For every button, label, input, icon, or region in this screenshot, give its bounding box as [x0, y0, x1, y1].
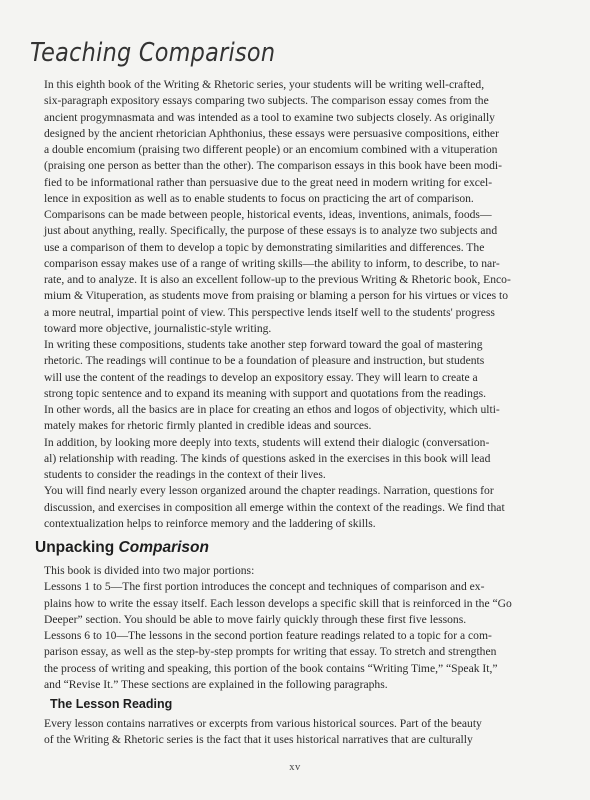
text-line: designed by the ancient rhetorician Aphthonius, these essays were persuasive compositions, either	[44, 126, 499, 140]
page-title: Teaching Comparison	[30, 38, 276, 68]
text-line: In addition, by looking more deeply into texts, students will extend their dialogic (conversation-	[44, 435, 490, 449]
text-line: Comparisons can be made between people, historical events, ideas, inventions, animals, foods—	[44, 208, 492, 221]
text-line: just about anything, really. Specifically, the purpose of these essays is to analyze two subjects and	[44, 224, 498, 238]
text-line: plains how to write the essay itself. Each lesson develops a specific skill that is reinforced in the “Go	[44, 596, 512, 610]
text-line: You will find nearly every lesson organized around the chapter readings. Narration, questions for	[44, 484, 494, 498]
section-heading-plain: Unpacking	[35, 539, 119, 556]
text-line: will use the content of the readings to develop an expository essay. They will learn to create a	[44, 370, 478, 384]
text-line: Lessons 1 to 5—The first portion introduces the concept and techniques of comparison and ex-	[44, 580, 485, 594]
text-line: and “Revise It.” These sections are explained in the following paragraphs.	[44, 677, 388, 691]
intro-text	[36, 77, 556, 532]
text-line: rate, and to analyze. It is also an excellent follow-up to the previous Writing & Rhetoric book, Enco-	[44, 273, 511, 286]
text-line: ancient progymnasmata and was intended as a tool to examine two subjects closely. As originally	[44, 110, 495, 124]
unpacking-text	[36, 563, 556, 693]
text-line: a double encomium (praising two different people) or an encomium combined with a vituperation	[44, 143, 498, 156]
text-line: toward more objective, journalistic-style writing.	[44, 321, 272, 335]
text-line: six-paragraph expository essays comparing two subjects. The comparison essay comes from the	[44, 94, 489, 108]
text-line: parison essay, as well as the step-by-step prompts for writing that essay. To stretch and strengthen	[44, 645, 497, 659]
section-heading	[35, 539, 209, 557]
reading-text	[36, 716, 556, 749]
paragraph	[36, 716, 556, 749]
text-line: In other words, all the basics are in place for creating an ethos and logos of objectivity, which ulti-	[44, 403, 500, 416]
text-line: In writing these compositions, students take another step forward toward the goal of mastering	[44, 338, 483, 351]
text-line: comparison essay makes use of a range of writing skills—the ability to inform, to describe, to nar-	[44, 256, 500, 270]
text-line: In this eighth book of the Writing & Rhetoric series, your students will be writing well-crafted,	[44, 78, 485, 91]
paragraph	[36, 579, 556, 628]
text-line: the process of writing and speaking, this portion of the book contains “Writing Time,” “Speak It,”	[44, 661, 498, 675]
text-line: fied to be informational rather than persuasive due to the great need in modern writing for excel-	[44, 175, 493, 189]
text-line: (praising one person as better than the other). The comparison essays in this book have been modi-	[44, 159, 502, 173]
page-number: xv	[289, 762, 301, 773]
text-line: Deeper” section. You should be able to move fairly quickly through these first five lessons.	[44, 612, 467, 626]
paragraph	[36, 483, 556, 532]
text-line: discussion, and exercises in composition all emerge within the context of the readings. We find that	[44, 500, 505, 514]
subsection-heading: The Lesson Reading	[50, 697, 173, 711]
text-line: This book is divided into two major portions:	[44, 564, 255, 577]
text-line: al) relationship with reading. The kinds of questions asked in the exercises in this book will lead	[44, 451, 491, 465]
paragraph	[36, 207, 556, 337]
paragraph	[36, 628, 556, 693]
text-line: rhetoric. The readings will continue to be a foundation of pleasure and instruction, but students	[44, 354, 485, 368]
text-line: students to consider the readings in the context of their lives.	[44, 468, 326, 481]
paragraph	[36, 563, 556, 579]
text-line: strong topic sentence and to expand its meaning with support and quotations from the readings.	[44, 386, 487, 400]
text-line: lence in exposition as well as to enable students to focus on practicing the art of comparison.	[44, 191, 474, 205]
text-line: mately makes for rhetoric firmly planted in credible ideas and sources.	[44, 419, 372, 433]
paragraph	[36, 435, 556, 484]
text-line: of the Writing & Rhetoric series is the fact that it uses historical narratives that are culturally	[44, 733, 473, 747]
text-line: Lessons 6 to 10—The lessons in the second portion feature readings related to a topic for a com-	[44, 629, 492, 642]
paragraph	[36, 77, 556, 207]
text-line: use a comparison of them to develop a topic by demonstrating similarities and differences. The	[44, 240, 485, 254]
text-line: mium & Vituperation, as students move from praising or blaming a person for his virtues or vices to	[44, 289, 509, 303]
paragraph	[36, 337, 556, 435]
section-heading-italic: Comparison	[118, 539, 209, 556]
text-line: Every lesson contains narratives or excerpts from various historical sources. Part of the beauty	[44, 717, 482, 730]
text-line: a more neutral, impartial point of view. This perspective lends itself well to the students' progress	[44, 305, 495, 319]
text-line: contextualization helps to reinforce memory and the laddering of skills.	[44, 516, 376, 530]
